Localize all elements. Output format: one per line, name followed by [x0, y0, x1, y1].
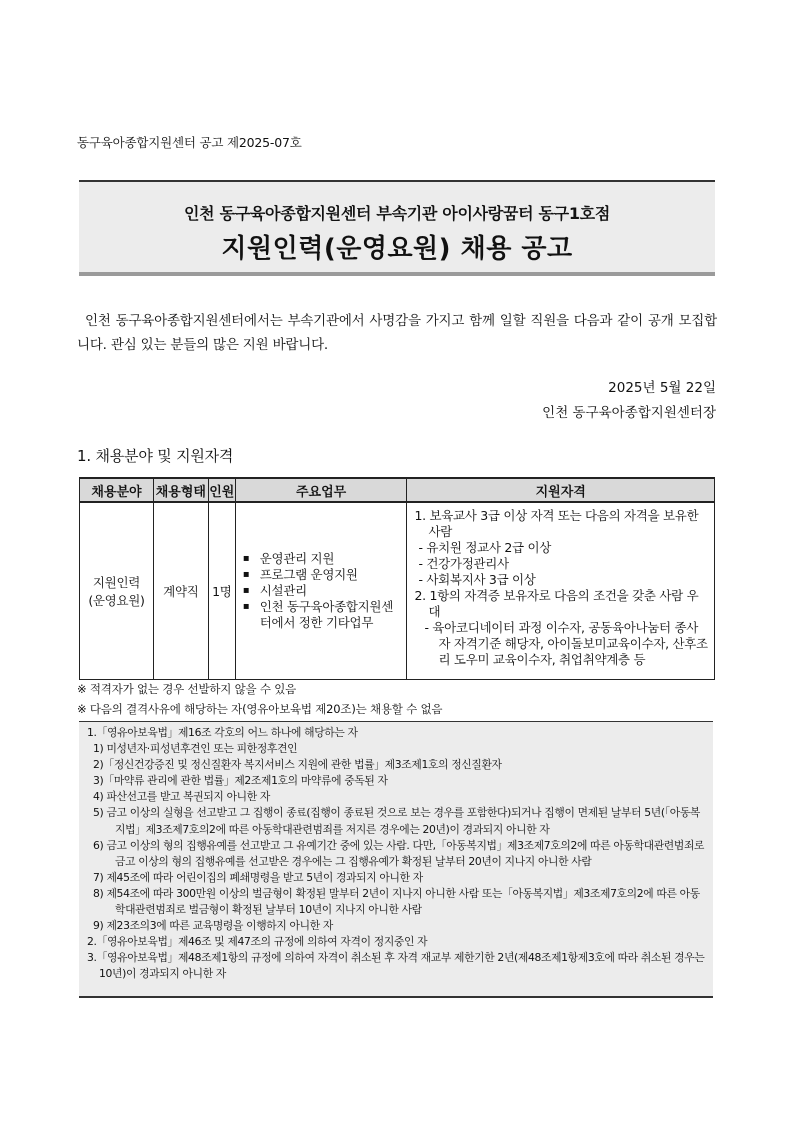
qual-item: 1. 보육교사 3급 이상 자격 또는 다음의 자격을 보유한 사람	[414, 508, 699, 539]
disq-item: 6) 금고 이상의 형의 집행유예를 선고받고 그 유예기간 중에 있는 사람. 다만,「아동복지법」제3조제7호의2에 따른 아동학대관련범죄로 금고 이상의 형의 집행유예를 선고받은 경우에는 그 집행유예가 확정된 날부터 20년이 지나지 아니한 사람	[93, 838, 705, 868]
task-item: ▪ 시설관리	[260, 583, 405, 599]
cell-count: 1명	[208, 502, 235, 680]
notice-date: 2025년 5월 22일	[608, 380, 716, 396]
recruitment-table	[79, 477, 715, 680]
cell-tasks	[235, 502, 407, 680]
disq-item: 1) 미성년자·피성년후견인 또는 피한정후견인	[93, 742, 298, 756]
title-main: 지원인력(운영요원) 채용 공고	[221, 234, 573, 264]
qual-item: - 사회복지사 3급 이상	[418, 572, 536, 587]
task-item: ▪ 인천 동구육아종합지원센터에서 정한 기타업무	[260, 599, 405, 631]
qual-item: - 건강가정관리사	[418, 556, 509, 571]
disq-item: 5) 금고 이상의 실형을 선고받고 그 집행이 종료(집행이 종료된 것으로 보는 경우를 포함한다)되거나 집행이 면제된 날부터 5년(「아동복지법」제3조제7호의2에 따른 아동학대관련범죄를 저지른 경우에는 20년)이 경과되지 아니한 자	[93, 806, 700, 836]
disq-item: 4) 파산선고를 받고 복권되지 아니한 자	[93, 790, 270, 804]
task-list	[238, 551, 405, 631]
title-box	[79, 180, 715, 276]
title-subtitle: 인천 동구육아종합지원센터 부속기관 아이사랑꿈터 동구1호점	[184, 204, 610, 223]
disq-item: 3.「영유아보육법」제48조제1항의 규정에 의하여 자격이 취소된 후 자격 재교부 제한기한 2년(제48조제1항제3호에 따라 취소된 경우는 10년)이 경과되지 아니한 자	[87, 951, 705, 981]
table-header-row	[80, 478, 715, 502]
note-1: ※ 적격자가 없는 경우 선발하지 않을 수 있음	[77, 682, 297, 696]
task-item: ▪ 프로그램 운영지원	[260, 567, 405, 583]
note-2: ※ 다음의 결격사유에 해당하는 자(영유아보육법 제20조)는 채용할 수 없음	[77, 702, 443, 716]
disq-item: 1.「영유아보육법」제16조 각호의 어느 하나에 해당하는 자	[87, 726, 358, 739]
disq-item: 2.「영유아보육법」제46조 및 제47조의 규정에 의하여 자격이 정지중인 자	[87, 935, 428, 949]
notice-number: 동구육아종합지원센터 공고 제2025-07호	[77, 135, 302, 150]
disq-item: 7) 제45조에 따라 어린이집의 폐쇄명령을 받고 5년이 경과되지 아니한 자	[93, 870, 423, 884]
disq-item: 8) 제54조에 따라 300만원 이상의 벌금형이 확정된 말부터 2년이 지나지 아니한 사람 또는「아동복지법」제3조제7호의2에 따른 아동학대관련범죄로 벌금형이 확정된 날부터 10년이 지나지 아니한 사람	[93, 886, 700, 917]
cell-field	[80, 502, 154, 680]
qual-item: - 육아코디네이터 과정 이수자, 공동육아나눔터 종사자 자격기준 해당자, 아이돌보미교육이수자, 산후조리 도우미 교육이수자, 취업취약계층 등	[424, 620, 708, 667]
disq-item: 3)「마약류 관리에 관한 법률」제2조제1호의 마약류에 중독된 자	[93, 774, 388, 788]
qual-item: 2. 1항의 자격증 보유자로 다음의 조건을 갖춘 사람 우대	[414, 588, 699, 619]
header-tasks: 주요업무	[235, 478, 407, 502]
cell-type: 계약직	[153, 502, 208, 680]
disq-item: 9) 제23조의3에 따른 교육명령을 이행하지 아니한 자	[93, 919, 333, 933]
intro-text: 인천 동구육아종합지원센터에서는 부속기관에서 사명감을 가지고 함께 일할 직원을 다음과 같이 공개 모집합니다. 관심 있는 분들의 많은 지원 바랍니다.	[77, 313, 717, 353]
qual-item: - 유치원 정교사 2급 이상	[418, 540, 552, 555]
cell-qualifications	[407, 502, 715, 680]
task-item: ▪ 운영관리 지원	[260, 551, 405, 567]
field-line2: (운영요원)	[88, 593, 145, 608]
header-count: 인원	[208, 478, 235, 502]
disqualification-box	[79, 721, 713, 998]
intro-paragraph	[77, 309, 717, 357]
section-title: 1. 채용분야 및 지원자격	[77, 447, 234, 465]
header-field: 채용분야	[80, 478, 154, 502]
disq-item: 2)「정신건강증진 및 정신질환자 복지서비스 지원에 관한 법률」제3조제1호의 정신질환자	[93, 758, 502, 772]
field-line1: 지원인력	[92, 575, 140, 590]
header-type: 채용형태	[153, 478, 208, 502]
signer: 인천 동구육아종합지원센터장	[542, 405, 716, 421]
table-row	[80, 502, 715, 680]
header-qualifications: 지원자격	[407, 478, 715, 502]
